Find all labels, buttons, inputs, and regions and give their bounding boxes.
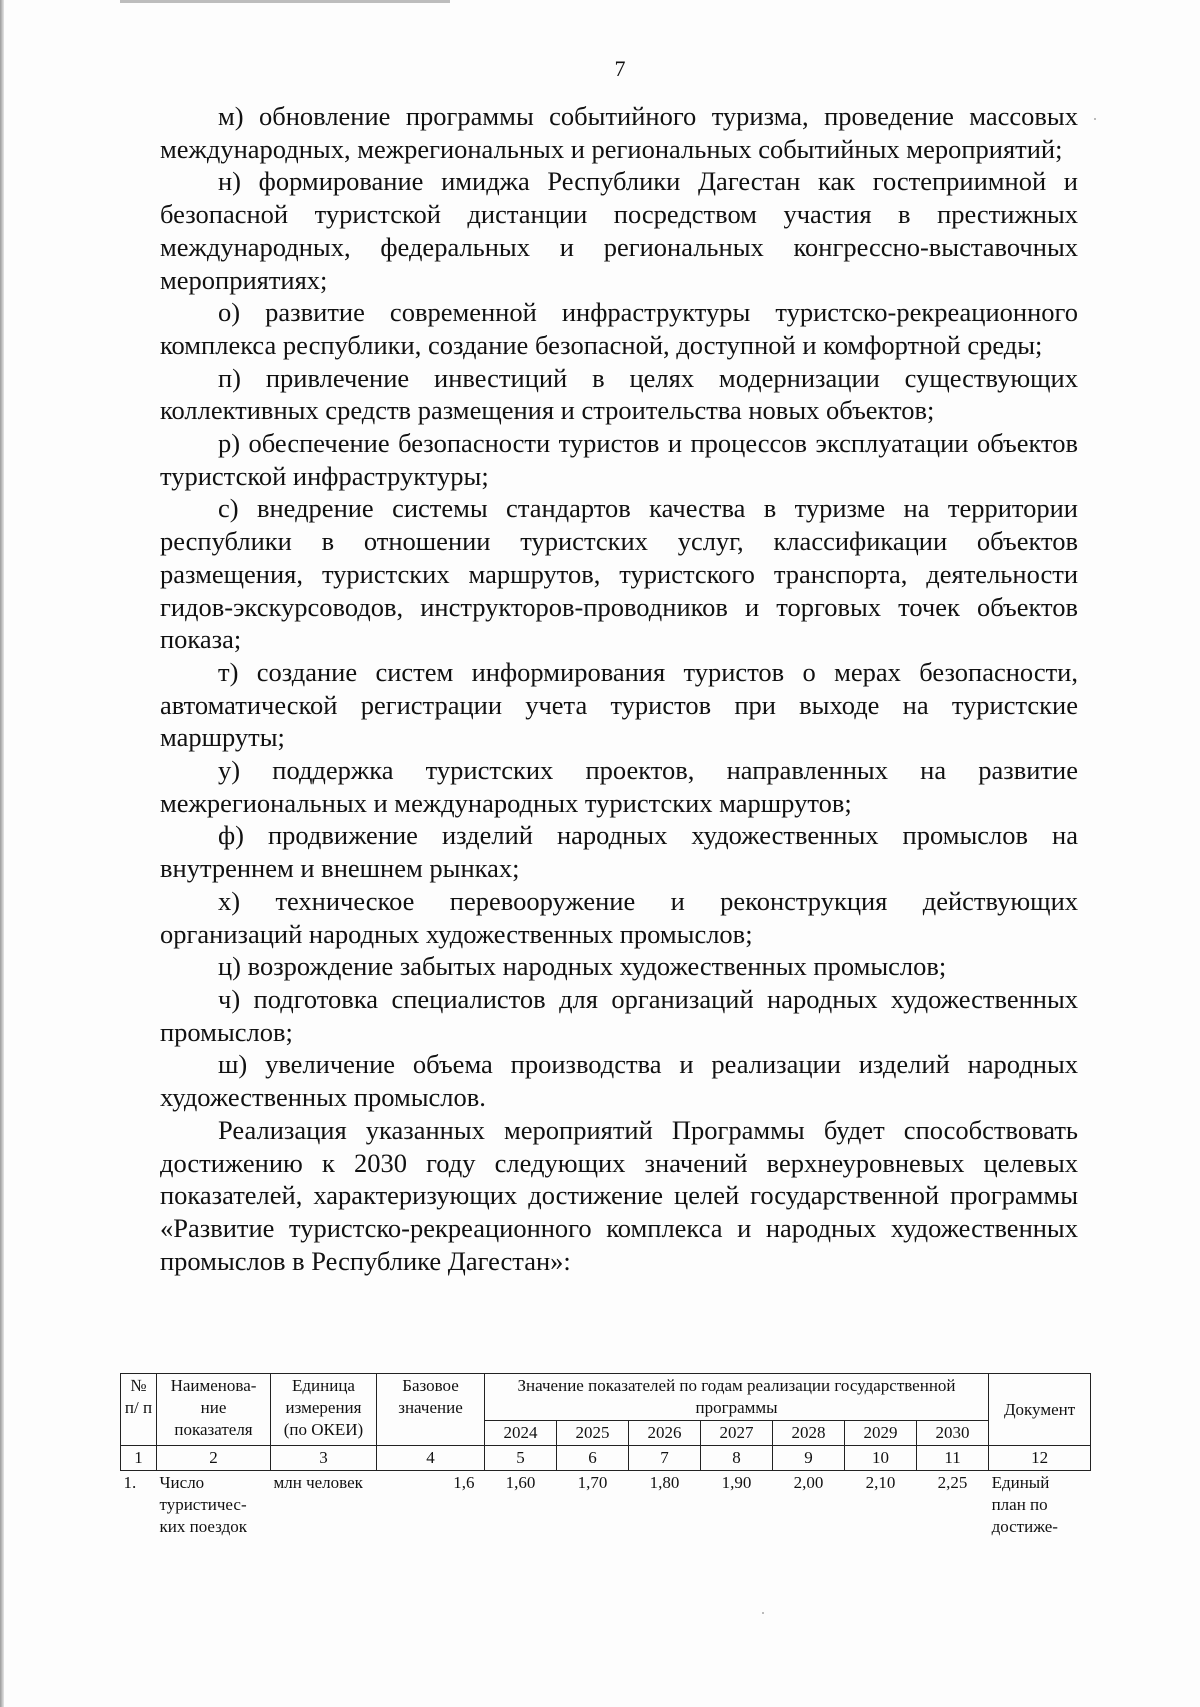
column-number: 6 [557, 1446, 629, 1471]
indicators-table [120, 1373, 1091, 1539]
row-value: 1,90 [721, 1473, 752, 1492]
column-number: 1 [121, 1446, 157, 1471]
scan-speck [1094, 118, 1096, 120]
row-name: Число туристичес- ких поездок [159, 1473, 247, 1536]
header-year: 2025 [557, 1421, 629, 1446]
row-num: 1. [123, 1473, 137, 1492]
table-row [121, 1471, 1091, 1540]
row-value: 2,10 [865, 1473, 896, 1492]
paragraph-n: н) формирование имиджа Республики Дагестан как гостеприимной и безопасной туристской дистанции посредством участия в престижных международных, федеральных и региональных конгрессно-выставочных мероприятиях; [160, 166, 1078, 295]
header-unit: Единица измерения (по ОКЕИ) [271, 1374, 377, 1446]
row-value: 1,80 [649, 1473, 680, 1492]
scan-top-edge [120, 0, 450, 3]
column-number: 10 [845, 1446, 917, 1471]
paragraph-r: р) обеспечение безопасности туристов и процессов эксплуатации объектов туристской инфраструктуры; [160, 428, 1078, 491]
paragraph-ch: ч) подготовка специалистов для организаций народных художественных промыслов; [160, 983, 1078, 1047]
paragraph-s: с) внедрение системы стандартов качества в туризме на территории республики в отношении туристских услуг, классификации объектов размещения, туристских маршрутов, туристского транспорта, деятельности гидов-экскурсоводов, инструкторов-проводников и торговых точек объектов показа; [160, 493, 1078, 655]
paragraph-m: м) обновление программы событийного туризма, проведение массовых международных, межрегиональных и региональных событийных мероприятий; [160, 101, 1078, 164]
row-unit: млн человек [273, 1473, 363, 1492]
header-year: 2028 [773, 1421, 845, 1446]
scan-left-edge [0, 0, 4, 1707]
scan-speck [762, 1612, 764, 1614]
header-year: 2029 [845, 1421, 917, 1446]
column-number: 12 [989, 1446, 1091, 1471]
indicators-table-wrap [120, 1373, 1090, 1539]
page-number: 7 [614, 56, 626, 81]
paragraph-implementation: Реализация указанных мероприятий Программы будет способствовать достижению к 2030 году следующих значений верхнеуровневых целевых показателей, характеризующих достижение целей государственной программы «Развитие туристско-рекреационного комплекса и народных художественных промыслов в Республике Дагестан»: [160, 1114, 1078, 1276]
column-number: 11 [917, 1446, 989, 1471]
paragraph-f: ф) продвижение изделий народных художественных промыслов на внутреннем и внешнем рынках; [160, 820, 1078, 884]
table-header-row [121, 1374, 1091, 1421]
header-name: Наименова- ние показателя [157, 1374, 271, 1446]
header-doc: Документ [989, 1374, 1091, 1446]
paragraph-u: у) поддержка туристских проектов, направленных на развитие межрегиональных и международных туристских маршрутов; [160, 755, 1078, 818]
column-number: 8 [701, 1446, 773, 1471]
body-text [160, 100, 1078, 1277]
paragraph-sh: ш) увеличение объема производства и реализации изделий народных художественных промыслов. [160, 1049, 1078, 1113]
column-number-row [121, 1446, 1091, 1471]
header-num: № п/ п [121, 1374, 157, 1446]
row-doc: Единый план по достиже- [991, 1473, 1058, 1536]
paragraph-o: о) развитие современной инфраструктуры туристско-рекреационного комплекса республики, создание безопасной, доступной и комфортной среды; [160, 297, 1078, 360]
row-value: 1,60 [505, 1473, 536, 1492]
header-year: 2026 [629, 1421, 701, 1446]
paragraph-p: п) привлечение инвестиций в целях модернизации существующих коллективных средств размещения и строительства новых объектов; [160, 362, 1078, 426]
column-number: 2 [157, 1446, 271, 1471]
header-base: Базовое значение [377, 1374, 485, 1446]
column-number: 7 [629, 1446, 701, 1471]
row-value: 1,70 [577, 1473, 608, 1492]
row-base: 1,6 [453, 1473, 475, 1492]
header-year: 2024 [485, 1421, 557, 1446]
column-number: 9 [773, 1446, 845, 1471]
column-number: 3 [271, 1446, 377, 1471]
header-year: 2030 [917, 1421, 989, 1446]
header-year: 2027 [701, 1421, 773, 1446]
paragraph-t: т) создание систем информирования туристов о мерах безопасности, автоматической регистрации учета туристов при выходе на туристские маршруты; [160, 656, 1078, 753]
paragraph-kh: х) техническое перевооружение и реконструкция действующих организаций народных художественных промыслов; [160, 885, 1078, 949]
column-number: 4 [377, 1446, 485, 1471]
row-value: 2,00 [793, 1473, 824, 1492]
row-value: 2,25 [937, 1473, 968, 1492]
column-number: 5 [485, 1446, 557, 1471]
paragraph-ts: ц) возрождение забытых народных художественных промыслов; [218, 951, 947, 982]
header-values-group: Значение показателей по годам реализации государственной программы [485, 1374, 989, 1421]
